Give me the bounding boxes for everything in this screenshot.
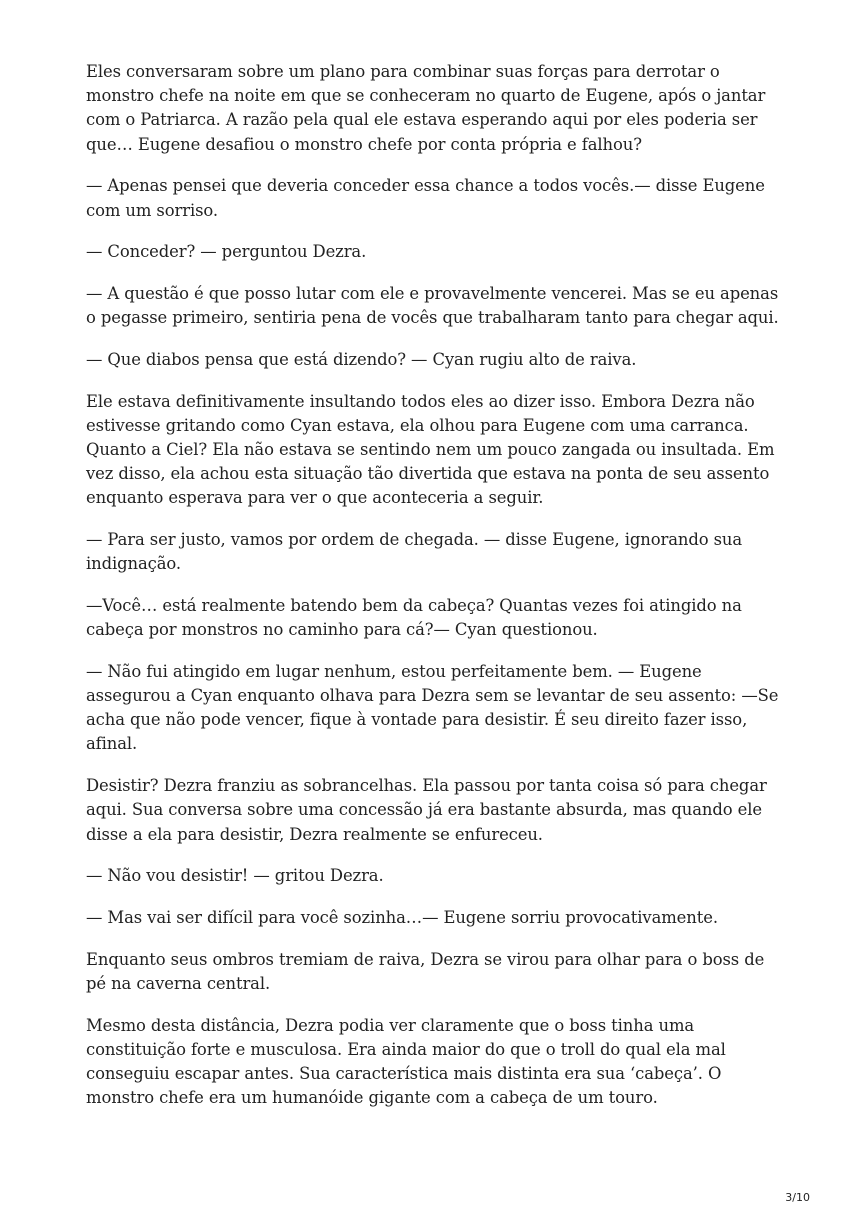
paragraph: Ele estava definitivamente insultando todos eles ao dizer isso. Embora Dezra não estivesse gritando como Cyan estava, ela olhou para Eugene com uma carranca. Quanto a Ciel? Ela não estava se sentindo nem um pouco zangada ou insultada. Em vez disso, ela achou esta situação tão divertida que estava na ponta de seu assento enquanto esperava para ver o que aconteceria a seguir. (86, 391, 775, 508)
paragraph: — Não fui atingido em lugar nenhum, estou perfeitamente bem. — Eugene assegurou a Cyan enquanto olhava para Dezra sem se levantar de seu assento: —Se acha que não pode vencer, fique à vontade para desistir. É seu direito fazer isso, afinal. (86, 661, 779, 754)
paragraph: — Não vou desistir! — gritou Dezra. (86, 866, 384, 886)
paragraph: Mesmo desta distância, Dezra podia ver claramente que o boss tinha uma constituição forte e musculosa. Era ainda maior do que o troll do qual ela mal conseguiu escapar antes. Sua característica mais distinta era sua ‘cabeça’. O monstro chefe era um humanóide gigante com a cabeça de um touro. (86, 1015, 726, 1108)
paragraph: — Para ser justo, vamos por ordem de chegada. — disse Eugene, ignorando sua indignação. (86, 530, 743, 574)
paragraph: Enquanto seus ombros tremiam de raiva, Dezra se virou para olhar para o boss de pé na caverna central. (86, 949, 765, 993)
paragraph: — Que diabos pensa que está dizendo? — Cyan rugiu alto de raiva. (86, 349, 637, 369)
paragraph: —Você… está realmente batendo bem da cabeça? Quantas vezes foi atingido na cabeça por monstros no caminho para cá?— Cyan questionou. (86, 595, 742, 640)
page-number: 3/10 (785, 1191, 810, 1204)
document-body (86, 60, 784, 1128)
paragraph: — Conceder? — perguntou Dezra. (86, 242, 367, 262)
paragraph: — Mas vai ser difícil para você sozinha…— Eugene sorriu provocativamente. (86, 907, 718, 927)
paragraph: — A questão é que posso lutar com ele e provavelmente vencerei. Mas se eu apenas o pegasse primeiro, sentiria pena de vocês que trabalharam tanto para chegar aqui. (86, 283, 779, 328)
paragraph: Eles conversaram sobre um plano para combinar suas forças para derrotar o monstro chefe na noite em que se conheceram no quarto de Eugene, após o jantar com o Patriarca. A razão pela qual ele estava esperando aqui por eles poderia ser que… Eugene desafiou o monstro chefe por conta própria e falhou? (86, 62, 766, 154)
paragraph: — Apenas pensei que deveria conceder essa chance a todos vocês.— disse Eugene com um sorriso. (86, 176, 765, 220)
paragraph: Desistir? Dezra franziu as sobrancelhas. Ela passou por tanta coisa só para chegar aqui. Sua conversa sobre uma concessão já era bastante absurda, mas quando ele disse a ela para desistir, Dezra realmente se enfureceu. (86, 776, 767, 844)
